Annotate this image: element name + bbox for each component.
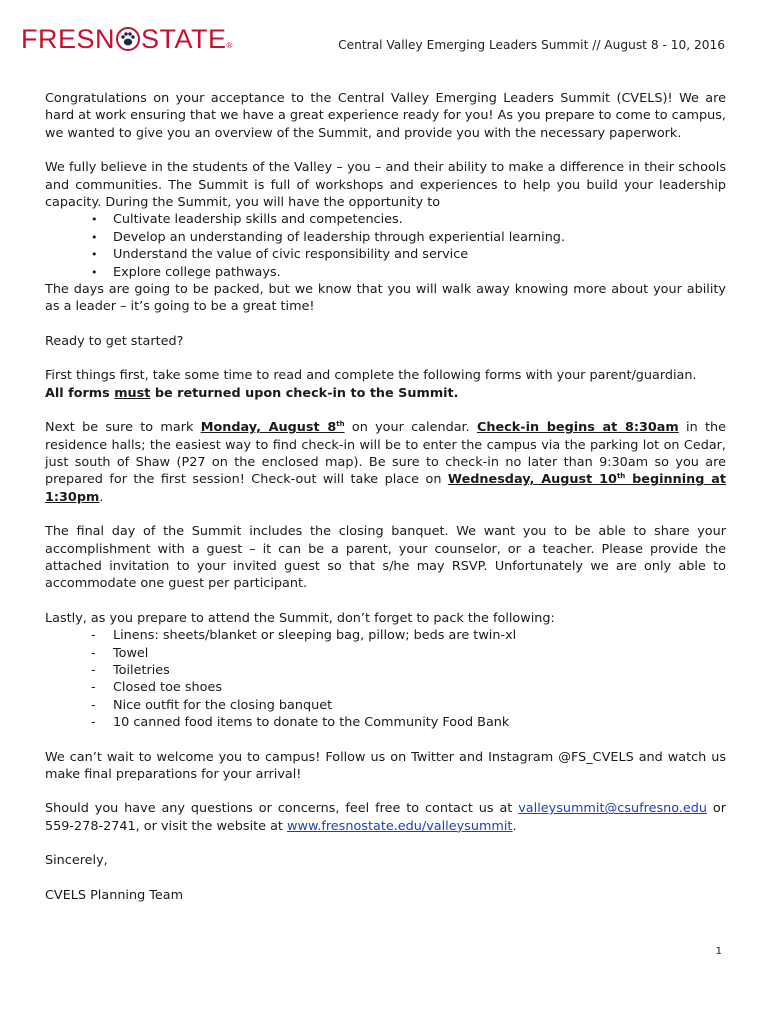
list-item: • Cultivate leadership skills and competencies. [45,211,726,228]
paw-icon [116,27,140,51]
contact-text-a: Should you have any questions or concerns, feel free to contact us at [45,801,519,817]
forms-paragraph [45,367,726,402]
checkout-time-text: beginning at 1:30pm [45,472,726,505]
checkin-time: Check-in begins at 8:30am [476,420,679,436]
contact-text-b: or 559-278-2741, or visit the website at [45,801,726,834]
packed-days-paragraph: The days are going to be packed, but we know that you will walk away knowing more about your ability as a leader – it’s going to be a great time! [45,282,726,315]
contact-paragraph [45,800,726,835]
list-item: • Explore college pathways. [45,264,726,281]
checkout-date-sup: th [616,472,626,481]
schedule-text-a: Next be sure to mark [45,420,201,436]
letter-body [45,90,726,904]
fresno-state-logo [21,26,233,53]
ready-paragraph: Ready to get started? [45,333,184,349]
closing-salutation: Sincerely, [45,853,108,869]
trademark-symbol: ® [226,41,233,50]
page-number: 1 [715,946,722,957]
forms-bold-a: All forms [45,385,115,401]
banquet-paragraph: The final day of the Summit includes the closing banquet. We want you to be able to share your accomplishment with a guest – it can be a parent, your counselor, or a teacher. Please provide the attached invitation to your invited guest so that s/he may RSVP. Unfortunately we are only able to accommodate one guest per participant. [45,524,726,592]
logo-text-left: FRESN [21,24,116,54]
checkout-date-text: Wednesday, August 10 [447,472,617,488]
belief-paragraph: We fully believe in the students of the Valley – you – and their ability to make a difference in their schools and communities. The Summit is full of workshops and experiences to help you build your leadership capacity. During the Summit, you will have the opportunity to [45,160,726,211]
list-item: - Closed toe shoes [45,679,726,696]
checkin-date-text: Monday, August 8 [200,420,337,436]
checkin-date-sup: th [336,420,345,429]
schedule-text-c: in the residence halls; the easiest way to find check-in will be to enter the campus via the parking lot on Cedar, just south of Shaw (P27 on the enclosed map). Be sure to check-in no later than 9:30am so you are prepared for the first session! Check-out will take place on [45,420,727,488]
list-item: - Towel [45,645,726,662]
event-header: Central Valley Emerging Leaders Summit // August 8 - 10, 2016 [338,38,725,52]
list-item: - 10 canned food items to donate to the Community Food Bank [45,714,726,731]
opportunity-list [45,211,726,281]
checkin-date [201,420,345,435]
email-link[interactable]: valleysummit@csufresno.edu [518,801,707,817]
logo-text-right: STATE [141,24,227,54]
contact-text-c: . [512,818,517,834]
forms-bold-b: be returned upon check-in to the Summit. [150,385,459,401]
list-item: • Understand the value of civic responsibility and service [45,246,726,263]
packing-intro: Lastly, as you prepare to attend the Summit, don’t forget to pack the following: [45,610,555,626]
signature: CVELS Planning Team [45,887,184,903]
forms-bold-must: must [114,385,151,401]
welcome-paragraph: We can’t wait to welcome you to campus! Follow us on Twitter and Instagram @FS_CVELS and watch us make final preparations for your arrival! [45,749,726,782]
schedule-paragraph [45,419,726,506]
list-item: - Nice outfit for the closing banquet [45,697,726,714]
list-item: - Linens: sheets/blanket or sleeping bag, pillow; beds are twin-xl [45,627,726,644]
schedule-text-b: on your calendar. [344,420,477,436]
packing-list [45,627,726,731]
intro-paragraph: Congratulations on your acceptance to the Central Valley Emerging Leaders Summit (CVELS)! We are hard at work ensuring that we have a great experience ready for you! As you prepare to come to campus, we wanted to give you an overview of the Summit, and provide you with the necessary paperwork. [45,91,726,141]
schedule-end: . [99,489,104,505]
list-item: - Toiletries [45,662,726,679]
forms-text: First things first, take some time to read and complete the following forms with your parent/guardian. [45,368,697,384]
website-link[interactable]: www.fresnostate.edu/valleysummit [287,818,513,834]
list-item: • Develop an understanding of leadership through experiential learning. [45,229,726,246]
